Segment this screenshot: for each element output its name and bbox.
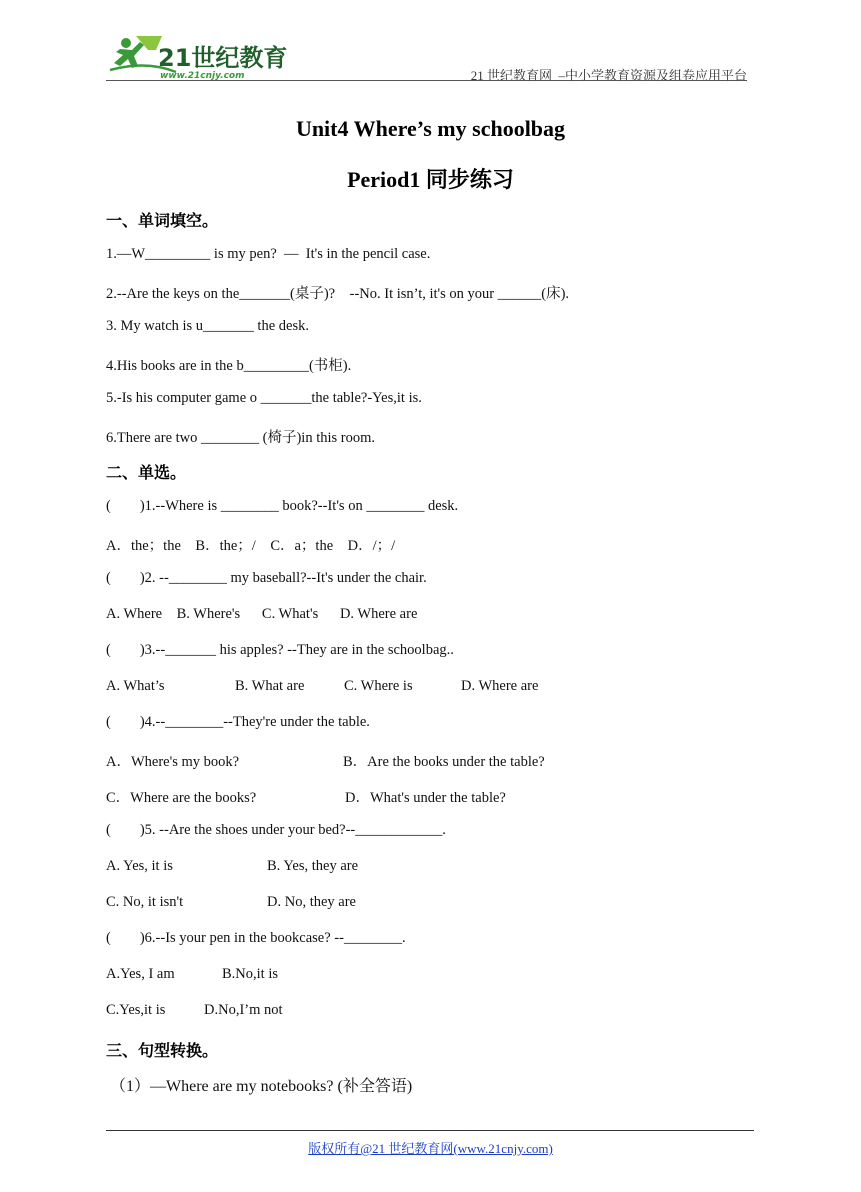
mc6-option-d: D.No,I’m not — [204, 1002, 283, 1018]
mc4-option-b: B．Are the books under the table? — [343, 754, 545, 770]
fill-item-6: 6.There are two ________ (椅子)in this room. — [106, 430, 376, 446]
mc5-option-d: D. No, they are — [267, 894, 356, 910]
page-title: Unit4 Where’s my schoolbag — [295, 116, 566, 141]
header-divider — [106, 80, 747, 81]
site-logo[interactable] — [106, 30, 306, 82]
mc-question-5: ( )5. --Are the shoes under your bed?--____________. — [106, 822, 446, 838]
mc5-option-c: C. No, it isn't — [106, 894, 184, 910]
mc-question-3: ( )3.--_______ his apples? --They are in the schoolbag.. — [106, 642, 454, 658]
fill-item-4: 4.His books are in the b_________(书柜). — [106, 358, 352, 374]
transform-item-1: （1）—Where are my notebooks? (补全答语) — [110, 1078, 413, 1095]
site-tagline: 21 世纪教育网 –中小学教育资源及组卷应用平台 — [470, 68, 747, 83]
runner-logo-icon — [106, 30, 306, 82]
mc3-option-a: A. What’s — [106, 678, 165, 694]
mc4-option-c: C．Where are the books? — [106, 790, 257, 806]
copyright-link[interactable]: 版权所有@21 世纪教育网(www.21cnjy.com) — [308, 1141, 553, 1156]
mc6-option-c: C.Yes,it is — [106, 1002, 166, 1018]
section1-heading: 一、单词填空。 — [106, 211, 219, 230]
mc3-option-b: B. What are — [235, 678, 305, 694]
mc6-option-a: A.Yes, I am — [106, 966, 175, 982]
mc6-option-b: B.No,it is — [222, 966, 278, 982]
svg-text:21世纪教育: 21世纪教育 — [158, 44, 288, 72]
page-subtitle: Period1 同步练习 — [347, 167, 514, 192]
mc4-option-a: A．Where's my book? — [106, 754, 240, 770]
mc5-option-a: A. Yes, it is — [106, 858, 173, 874]
mc-question-4: ( )4.--________--They're under the table. — [106, 714, 370, 730]
mc4-option-d: D．What's under the table? — [345, 790, 506, 806]
svg-text:www.21cnjy.com: www.21cnjy.com — [160, 71, 245, 81]
mc3-option-d: D. Where are — [461, 678, 539, 694]
fill-item-1: 1.—W_________ is my pen? — It's in the pencil case. — [106, 246, 431, 262]
fill-item-3: 3. My watch is u_______ the desk. — [106, 318, 309, 334]
mc3-option-c: C. Where is — [344, 678, 413, 694]
mc-options-1: A．the；the B．the；/ C．a；the D．/；/ — [106, 538, 396, 554]
section3-heading: 三、句型转换。 — [106, 1041, 219, 1060]
footer-divider — [106, 1130, 754, 1131]
fill-item-5: 5.-Is his computer game o _______the table?-Yes,it is. — [106, 390, 422, 406]
mc-question-6: ( )6.--Is your pen in the bookcase? --________. — [106, 930, 406, 946]
page-header — [106, 30, 747, 82]
mc5-option-b: B. Yes, they are — [267, 858, 359, 874]
section2-heading: 二、单选。 — [106, 463, 187, 482]
fill-item-2: 2.--Are the keys on the_______(桌子)? --No. It isn’t, it's on your ______(床). — [106, 286, 570, 302]
mc-question-1: ( )1.--Where is ________ book?--It's on ________ desk. — [106, 498, 459, 514]
mc-options-2: A. Where B. Where's C. What's D. Where are — [106, 606, 418, 622]
mc-question-2: ( )2. --________ my baseball?--It's under the chair. — [106, 570, 427, 586]
